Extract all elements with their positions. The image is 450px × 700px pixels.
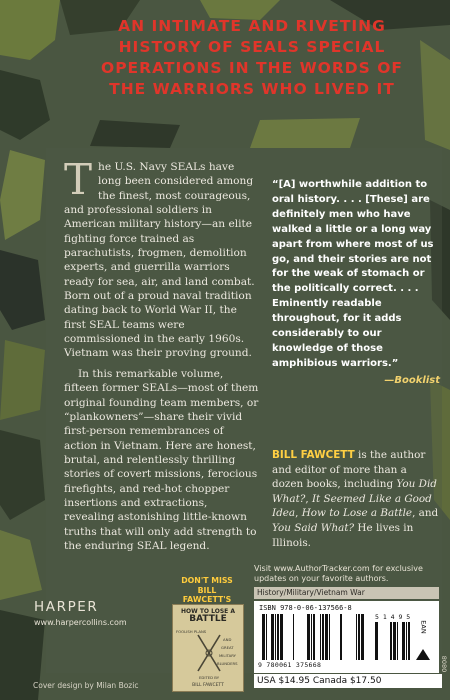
quote-text: “[A] worthwhile addition to oral history. . . . [These] are definitely men who have walked a little or a long way apart from where most of us go, and their stories are not for the weak of stomach or the politically correct. . . . Eminently readable throughout, for it adds considerably to our knowledge of those amphibious warriors.” [272,179,434,369]
description-paragraph-2: In this remarkable volume, fifteen former SEALs—most of them original founding team members, or “plankowners”—share their vivid first-person remembrances of action in Vietnam. Here are honest, brutal, and relentlessly thrilling stories of covert missions, ferocious firefights, and red-hot chopper insertions and extractions, revealing astonishing little-known truths that will only add strength to the enduring SEAL legend. [64,367,259,552]
mini-cover-author: BILL FAWCETT [192,683,224,688]
dont-miss-label: DON'T MISS BILL FAWCETT'S [181,576,233,604]
drop-cap: T [64,155,93,204]
headline-line-1: AN INTIMATE AND RIVETING [118,17,386,35]
edition-code: 0808 [440,655,449,673]
bio-sep: , [295,507,302,520]
paragraph-1-text: he U.S. Navy SEALs have long been considered among the finest, most courageous, and professional soldiers in American military history—an elite fighting force trained as parachutists, frogmen, demolition experts, and guerrilla warriors ready for sea, air, and land combat. Born out of a proud naval tradition dating back to World War II, the first SEAL teams were commissioned in the early 1960s. Vietnam was their proving ground. [64,161,255,360]
book-title: How to Lose a Battle [301,507,413,520]
barcode-area [254,601,439,673]
category-label: History/Military/Vietnam War [254,587,439,599]
headline-line-2: HISTORY OF SEALS SPECIAL [118,38,386,56]
barcode-digits: 9 780061 375668 [258,661,322,669]
bio-sep: , and [412,507,439,520]
mini-cover-sub-5: BLUNDERS [217,661,238,666]
book-title: You Said What? [272,521,355,534]
mini-cover-title-top: HOW TO LOSE A [181,608,235,615]
addon-barcode-icon [375,622,411,660]
isbn: ISBN 978-0-06-137566-8 [259,604,352,612]
barcode-icon [262,614,368,660]
publisher-logo: HARPER [34,599,99,615]
review-quote [272,178,440,389]
book-title: You Did What? [272,478,437,505]
description-paragraph-1 [64,155,259,361]
headline-line-4: THE WARRIORS WHO LIVED IT [109,80,395,98]
publisher-url: www.harpercollins.com [34,618,127,627]
ean-label: EAN [419,620,428,634]
authortracker-promo: Visit www.AuthorTracker.com for exclusive updates on your favorite authors. [254,564,423,583]
mini-cover-edited: EDITED BY [199,675,220,680]
mini-cover-sub-2: AND [223,637,232,642]
author-bio [272,448,440,550]
book-title: It Seemed Like a Good Idea [272,492,432,520]
addon-digits: 5 1 4 9 5 [375,613,411,621]
bio-text: is the author and editor of more than a dozen books, including [272,449,426,491]
author-name: BILL FAWCETT [272,449,355,461]
mini-cover-title: BATTLE [189,614,227,624]
description [64,155,259,553]
mini-cover-sub-1: FOOLISH PLANS [176,629,207,634]
headline-line-3: OPERATIONS IN THE WORDS OF [101,59,403,77]
headline [62,16,442,100]
quote-source: —Booklist [384,374,440,386]
mini-cover-sub-3: GREAT [221,645,234,650]
related-book-cover [172,604,244,692]
bio-text: He lives in Illinois. [272,521,414,549]
bio-sep: , [305,492,312,505]
triangle-icon [416,649,430,660]
price: USA $14.95 Canada $17.50 [254,674,442,688]
mini-cover-sub-4: MILITARY [219,653,236,658]
cover-credit: Cover design by Milan Bozic [33,681,139,690]
